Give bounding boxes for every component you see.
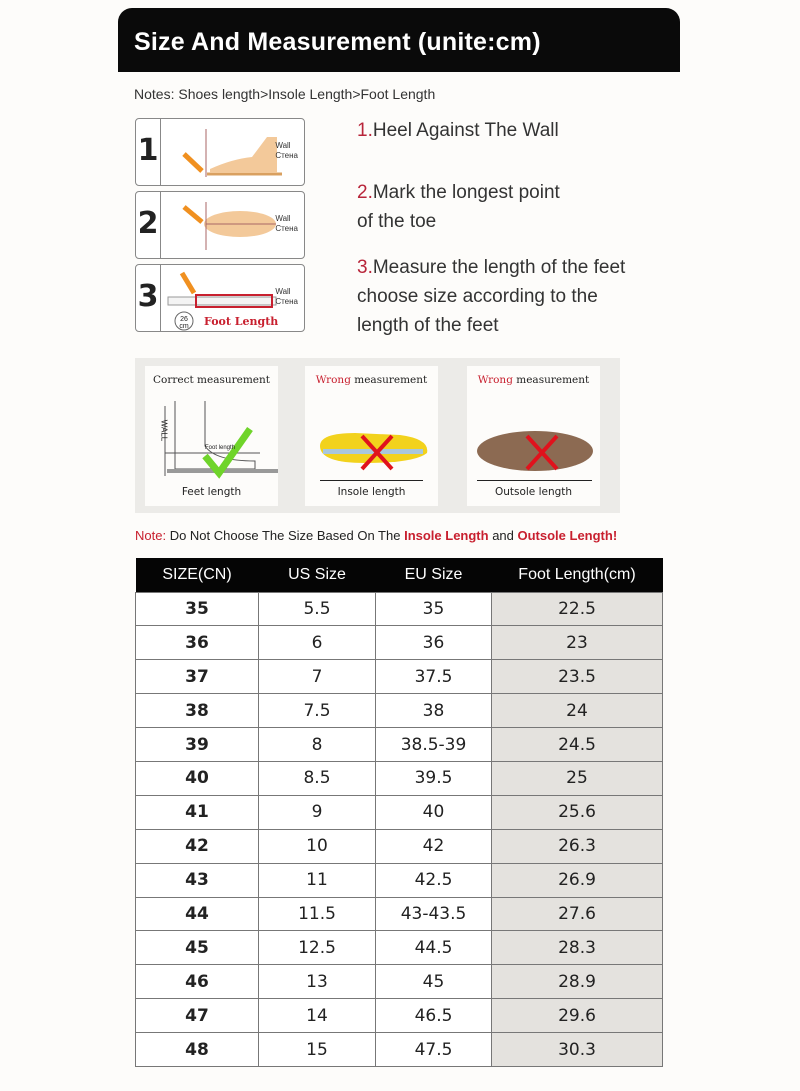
step-text: Mark the longest point — [372, 182, 560, 203]
eu-size-cell: 42.5 — [376, 863, 492, 897]
card-caption: Feet length — [181, 486, 242, 498]
eu-size-cell: 45 — [376, 965, 492, 999]
wall-label: Wall — [275, 141, 291, 150]
us-size-cell: 11.5 — [259, 897, 376, 931]
wall-label-ru: Стена — [275, 151, 298, 160]
card-caption: Insole length — [337, 486, 406, 498]
us-size-cell: 13 — [259, 965, 376, 999]
size-cn-cell: 43 — [136, 863, 259, 897]
outsole-cross-icon — [467, 391, 600, 481]
step-text: Measure the length of the feet — [372, 257, 626, 278]
size-cn-cell: 42 — [136, 829, 259, 863]
foot-top-icon — [162, 192, 282, 258]
table-row — [136, 965, 663, 999]
size-cn-cell: 36 — [136, 626, 259, 660]
wall-label-ru: Стена — [275, 224, 298, 233]
eu-size-cell: 42 — [376, 829, 492, 863]
foot-length-cell: 22.5 — [492, 592, 663, 626]
card-title: Correct measurement — [152, 374, 270, 386]
insole-card — [305, 366, 438, 506]
card-title: measurement — [512, 374, 590, 386]
header-foot-length: Foot Length(cm) — [492, 558, 663, 592]
step-number: 1 — [136, 119, 161, 185]
us-size-cell: 15 — [259, 1033, 376, 1067]
note-outsole: Outsole Length! — [517, 528, 618, 543]
foot-length-cell: 29.6 — [492, 999, 663, 1033]
foot-heel-icon — [162, 119, 282, 185]
foot-length-cell: 26.3 — [492, 829, 663, 863]
wrong-label: Wrong — [477, 374, 513, 386]
step-num: 2. — [357, 182, 373, 203]
table-row — [136, 999, 663, 1033]
table-header — [136, 558, 663, 592]
step-1-diagram — [135, 118, 305, 186]
step-number: 2 — [136, 192, 161, 258]
size-cn-cell: 46 — [136, 965, 259, 999]
size-table — [135, 558, 663, 1067]
note-prefix: Note: — [135, 528, 167, 543]
foot-length-cell: 25 — [492, 761, 663, 795]
note-and: and — [488, 528, 518, 543]
table-row — [136, 829, 663, 863]
foot-length-inner: Foot length — [205, 445, 236, 451]
size-cn-cell: 35 — [136, 592, 259, 626]
table-row — [136, 761, 663, 795]
insole-cross-icon — [305, 391, 438, 481]
step-number: 3 — [136, 265, 161, 331]
foot-length-cell: 23.5 — [492, 660, 663, 694]
table-row — [136, 694, 663, 728]
table-row — [136, 592, 663, 626]
foot-length-cell: 26.9 — [492, 863, 663, 897]
step-num: 3. — [357, 257, 373, 278]
us-size-cell: 8 — [259, 728, 376, 762]
size-cn-cell: 44 — [136, 897, 259, 931]
size-cn-cell: 41 — [136, 795, 259, 829]
eu-size-cell: 44.5 — [376, 931, 492, 965]
step-num: 1. — [357, 120, 373, 141]
table-row — [136, 626, 663, 660]
table-row — [136, 660, 663, 694]
eu-size-cell: 35 — [376, 592, 492, 626]
outsole-card — [467, 366, 600, 506]
foot-length-cell: 28.3 — [492, 931, 663, 965]
us-size-cell: 7.5 — [259, 694, 376, 728]
eu-size-cell: 38.5-39 — [376, 728, 492, 762]
foot-length-cell: 24.5 — [492, 728, 663, 762]
table-row — [136, 931, 663, 965]
table-row — [136, 897, 663, 931]
header-size-cn: SIZE(CN) — [136, 558, 259, 592]
instruction-3 — [357, 253, 625, 340]
foot-length-label: Foot Length — [204, 315, 279, 328]
step-text: choose size according to the — [357, 286, 598, 307]
size-cn-cell: 45 — [136, 931, 259, 965]
card-caption: Outsole length — [494, 486, 573, 498]
foot-length-cell: 24 — [492, 694, 663, 728]
us-size-cell: 5.5 — [259, 592, 376, 626]
eu-size-cell: 43-43.5 — [376, 897, 492, 931]
notes-text: Notes: Shoes length>Insole Length>Foot Length — [134, 86, 436, 102]
table-row — [136, 863, 663, 897]
step-text: of the toe — [357, 211, 437, 232]
step-text: Heel Against The Wall — [372, 120, 559, 141]
size-cn-cell: 40 — [136, 761, 259, 795]
step-3-diagram — [135, 264, 305, 332]
table-row — [136, 1033, 663, 1067]
ruler-badge: 26 cm — [179, 316, 189, 330]
instruction-1 — [357, 116, 559, 145]
step-text: length of the feet — [357, 315, 499, 336]
size-cn-cell: 39 — [136, 728, 259, 762]
instruction-2 — [357, 178, 560, 236]
us-size-cell: 11 — [259, 863, 376, 897]
correct-card — [145, 366, 278, 506]
note-insole: Insole Length — [404, 528, 489, 543]
header-us-size: US Size — [259, 558, 376, 592]
foot-length-cell: 23 — [492, 626, 663, 660]
wrong-label: Wrong — [315, 374, 351, 386]
eu-size-cell: 37.5 — [376, 660, 492, 694]
warning-note — [135, 528, 617, 543]
table-row — [136, 795, 663, 829]
wall-label: Wall — [275, 214, 291, 223]
us-size-cell: 12.5 — [259, 931, 376, 965]
wall-label: Wall — [275, 287, 291, 296]
us-size-cell: 6 — [259, 626, 376, 660]
us-size-cell: 10 — [259, 829, 376, 863]
eu-size-cell: 46.5 — [376, 999, 492, 1033]
table-row — [136, 728, 663, 762]
eu-size-cell: 38 — [376, 694, 492, 728]
foot-length-cell: 28.9 — [492, 965, 663, 999]
page-title: Size And Measurement (unite:cm) — [118, 8, 680, 72]
us-size-cell: 8.5 — [259, 761, 376, 795]
foot-length-cell: 30.3 — [492, 1033, 663, 1067]
size-cn-cell: 38 — [136, 694, 259, 728]
foot-length-cell: 27.6 — [492, 897, 663, 931]
step-2-diagram — [135, 191, 305, 259]
eu-size-cell: 39.5 — [376, 761, 492, 795]
card-title: measurement — [350, 374, 428, 386]
note-text: Do Not Choose The Size Based On The — [166, 528, 405, 543]
foot-length-cell: 25.6 — [492, 795, 663, 829]
size-cn-cell: 48 — [136, 1033, 259, 1067]
header-eu-size: EU Size — [376, 558, 492, 592]
us-size-cell: 7 — [259, 660, 376, 694]
size-cn-cell: 37 — [136, 660, 259, 694]
wall-label: WALL — [159, 419, 169, 442]
eu-size-cell: 36 — [376, 626, 492, 660]
wall-label-ru: Стена — [275, 297, 298, 306]
size-cn-cell: 47 — [136, 999, 259, 1033]
eu-size-cell: 47.5 — [376, 1033, 492, 1067]
us-size-cell: 14 — [259, 999, 376, 1033]
eu-size-cell: 40 — [376, 795, 492, 829]
us-size-cell: 9 — [259, 795, 376, 829]
measurement-comparison — [135, 358, 620, 513]
